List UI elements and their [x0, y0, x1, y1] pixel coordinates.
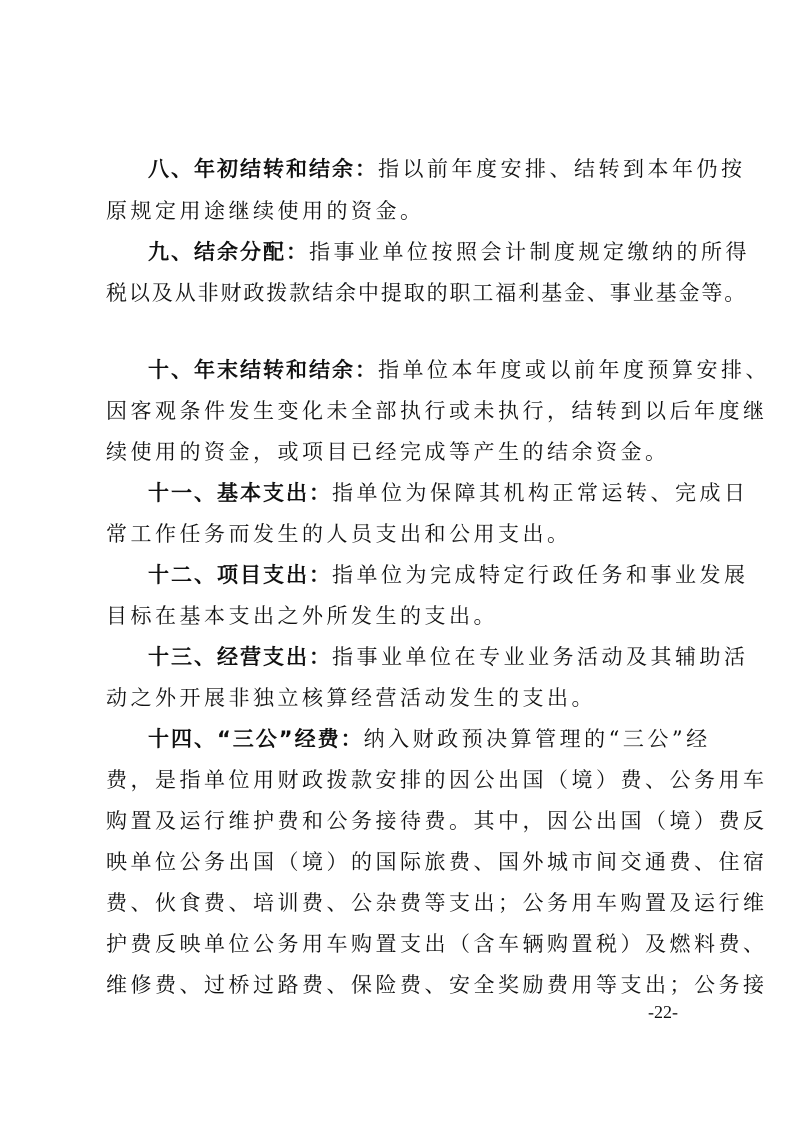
paragraph-11-text: 指单位为保障其机构正常运转、完成日	[332, 481, 749, 505]
term-11: 十一、基本支出：	[148, 481, 332, 505]
paragraph-10-text: 指单位本年度或以前年度预算安排、	[378, 358, 770, 382]
paragraph-11-line-2: 常工作任务而发生的人员支出和公用支出。	[106, 522, 572, 546]
paragraph-13-line-1	[148, 640, 749, 674]
paragraph-14-line-6: 护费反映单位公务用车购置支出（含车辆购置税）及燃料费、	[106, 932, 768, 956]
term-8: 八、年初结转和结余：	[148, 157, 378, 181]
paragraph-10-line-2: 因客观条件发生变化未全部执行或未执行，结转到以后年度继	[106, 399, 768, 423]
term-10: 十、年末结转和结余：	[148, 358, 378, 382]
term-9: 九、结余分配：	[148, 240, 309, 264]
paragraph-8-text: 指以前年度安排、结转到本年仍按	[378, 157, 746, 181]
paragraph-14-line-4: 映单位公务出国（境）的国际旅费、国外城市间交通费、住宿	[106, 850, 768, 874]
paragraph-10-line-1	[148, 353, 770, 387]
paragraph-9-line-1	[148, 235, 750, 269]
paragraph-11-line-1	[148, 476, 749, 510]
term-14: 十四、“三公”经费：	[148, 727, 364, 751]
paragraph-14-line-2: 费，是指单位用财政拨款安排的因公出国（境）费、公务用车	[106, 768, 768, 792]
paragraph-14-line-5: 费、伙食费、培训费、公杂费等支出；公务用车购置及运行维	[106, 891, 768, 915]
paragraph-12-text: 指单位为完成特定行政任务和事业发展	[332, 563, 749, 587]
paragraph-14-line-7: 维修费、过桥过路费、保险费、安全奖励费用等支出；公务接	[106, 973, 768, 997]
paragraph-13-text: 指事业单位在专业业务活动及其辅助活	[332, 645, 749, 669]
term-13: 十三、经营支出：	[148, 645, 332, 669]
paragraph-14-line-1	[148, 722, 711, 756]
paragraph-8-line-1	[148, 152, 746, 186]
paragraph-12-line-2: 目标在基本支出之外所发生的支出。	[106, 604, 498, 628]
page-number: -22-	[648, 1002, 678, 1022]
paragraph-10-line-3: 续使用的资金，或项目已经完成等产生的结余资金。	[106, 440, 670, 464]
paragraph-9-line-2: 税以及从非财政拨款结余中提取的职工福利基金、事业基金等。	[106, 281, 748, 305]
paragraph-14-line-3: 购置及运行维护费和公务接待费。其中，因公出国（境）费反	[106, 809, 768, 833]
paragraph-8-line-2: 原规定用途继续使用的资金。	[106, 199, 425, 223]
paragraph-12-line-1	[148, 558, 749, 592]
term-12: 十二、项目支出：	[148, 563, 332, 587]
paragraph-14-text: 纳入财政预决算管理的“三公”经	[363, 727, 711, 751]
paragraph-13-line-2: 动之外开展非独立核算经营活动发生的支出。	[106, 686, 596, 710]
paragraph-9-text: 指事业单位按照会计制度规定缴纳的所得	[309, 240, 750, 264]
